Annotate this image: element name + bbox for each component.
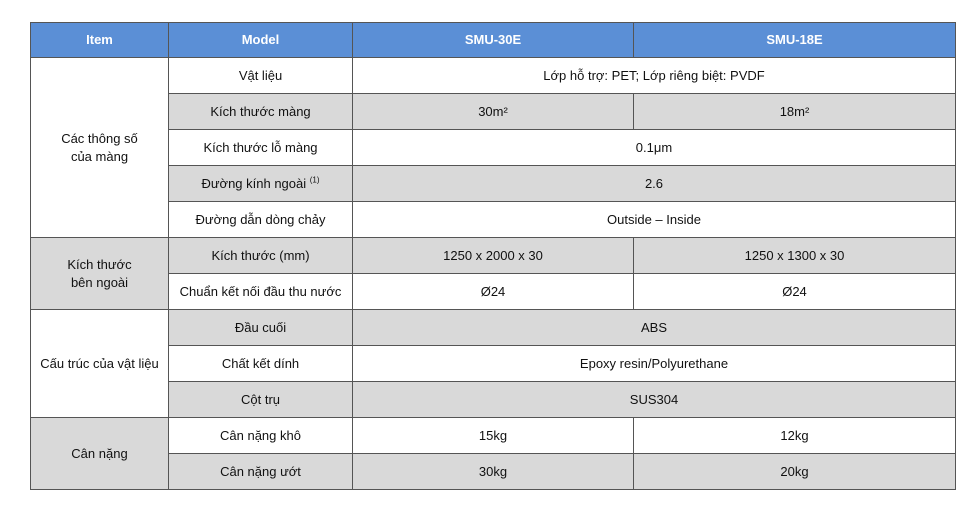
value-area-smu-18e: 18m² <box>634 94 956 130</box>
row-label-od <box>169 166 353 202</box>
header-smu-30e: SMU-30E <box>353 23 634 58</box>
value-connector-smu-30e: Ø24 <box>353 274 634 310</box>
value-od: 2.6 <box>353 166 956 202</box>
row-label-connector: Chuẩn kết nối đầu thu nước <box>169 274 353 310</box>
row-label-material: Vật liệu <box>169 58 353 94</box>
value-end: ABS <box>353 310 956 346</box>
value-area-smu-30e: 30m² <box>353 94 634 130</box>
table-row <box>31 454 956 490</box>
table-row <box>31 202 956 238</box>
value-flow: Outside – Inside <box>353 202 956 238</box>
row-label-dry: Cân nặng khô <box>169 418 353 454</box>
spec-table <box>30 22 956 490</box>
row-label-od-text: Đường kính ngoài <box>201 175 307 191</box>
row-label-end: Đầu cuối <box>169 310 353 346</box>
table-row <box>31 94 956 130</box>
table-row <box>31 418 956 454</box>
value-wet-smu-18e: 20kg <box>634 454 956 490</box>
header-smu-18e: SMU-18E <box>634 23 956 58</box>
value-pillar: SUS304 <box>353 382 956 418</box>
value-dry-smu-30e: 15kg <box>353 418 634 454</box>
group-label-dimensions <box>31 238 169 310</box>
group-label-weight: Cân nặng <box>31 418 169 490</box>
table-row <box>31 274 956 310</box>
footnote-marker: (1) <box>309 175 320 185</box>
group-label-membrane-text: Các thông số của màng <box>61 130 138 164</box>
table-row <box>31 310 956 346</box>
group-label-membrane <box>31 58 169 238</box>
row-label-size: Kích thước (mm) <box>169 238 353 274</box>
table-row <box>31 346 956 382</box>
value-dry-smu-18e: 12kg <box>634 418 956 454</box>
value-size-smu-30e: 1250 x 2000 x 30 <box>353 238 634 274</box>
row-label-pore: Kích thước lỗ màng <box>169 130 353 166</box>
value-size-smu-18e: 1250 x 1300 x 30 <box>634 238 956 274</box>
value-pore: 0.1μm <box>353 130 956 166</box>
group-label-dimensions-text: Kích thước bên ngoài <box>67 256 132 290</box>
header-item: Item <box>31 23 169 58</box>
table-row <box>31 166 956 202</box>
value-wet-smu-30e: 30kg <box>353 454 634 490</box>
value-adhesive: Epoxy resin/Polyurethane <box>353 346 956 382</box>
row-label-flow: Đường dẫn dòng chảy <box>169 202 353 238</box>
table-row <box>31 238 956 274</box>
value-material: Lớp hỗ trợ: PET; Lớp riêng biệt: PVDF <box>353 58 956 94</box>
header-model: Model <box>169 23 353 58</box>
row-label-adhesive: Chất kết dính <box>169 346 353 382</box>
header-row <box>31 23 956 58</box>
table-row <box>31 58 956 94</box>
row-label-wet: Cân nặng ướt <box>169 454 353 490</box>
table-row <box>31 382 956 418</box>
row-label-pillar: Cột trụ <box>169 382 353 418</box>
value-connector-smu-18e: Ø24 <box>634 274 956 310</box>
table-row <box>31 130 956 166</box>
row-label-area: Kích thước màng <box>169 94 353 130</box>
group-label-structure: Cấu trúc của vật liệu <box>31 310 169 418</box>
